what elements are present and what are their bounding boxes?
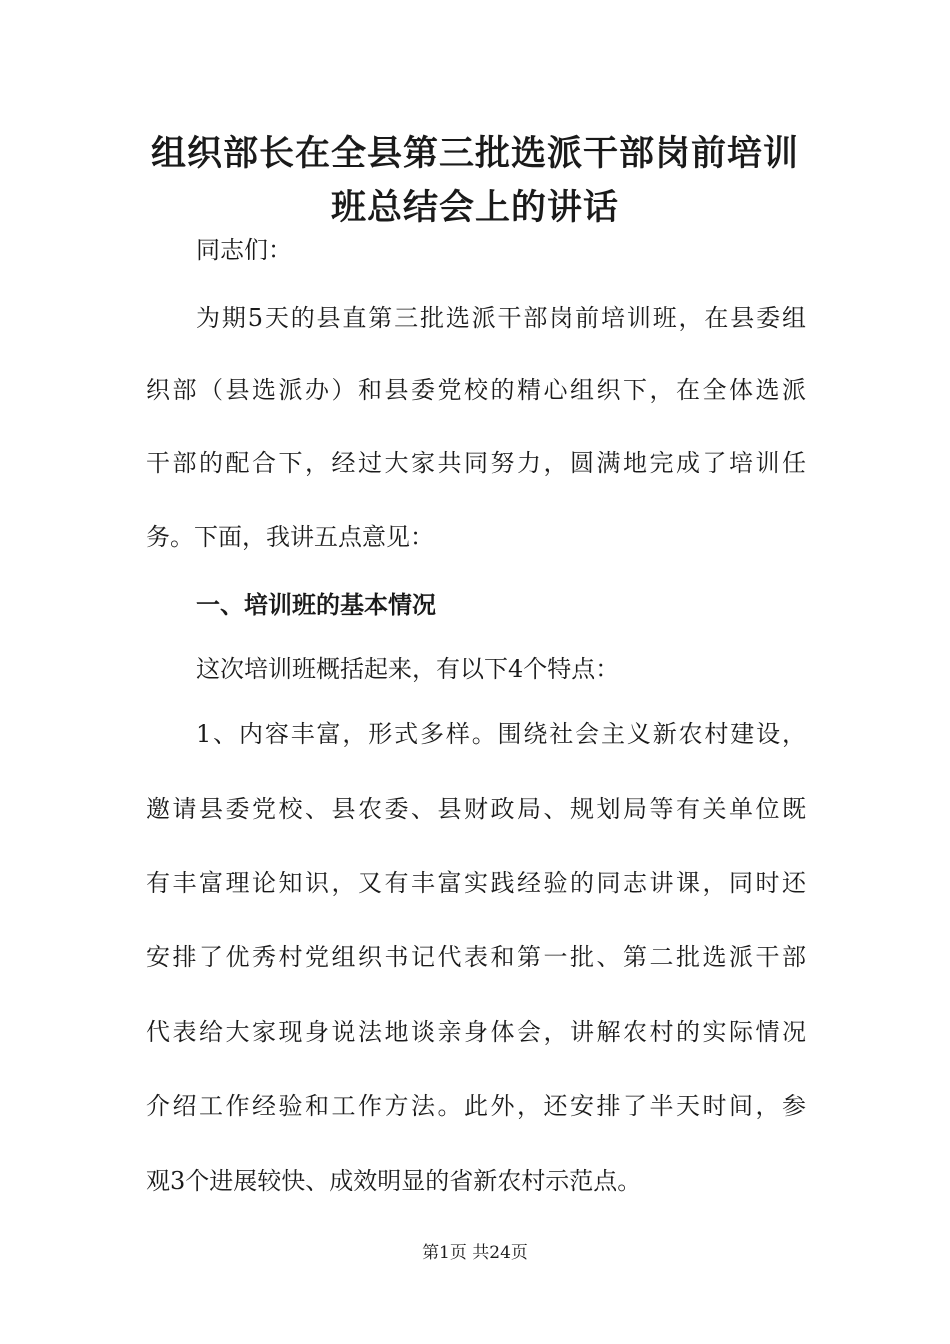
paragraph-1-line-2: 织部（县选派办）和县委党校的精心组织下，在全体选派 (146, 376, 806, 404)
page-number-footer: 第1页 共24页 (422, 1243, 528, 1263)
document-title-line-2: 班总结会上的讲话 (330, 187, 619, 228)
greeting: 同志们： (196, 236, 292, 264)
paragraph-3-line-3: 有丰富理论知识，又有丰富实践经验的同志讲课，同时还 (146, 869, 806, 897)
paragraph-3-line-2: 邀请县委党校、县农委、县财政局、规划局等有关单位既 (146, 795, 806, 823)
document-title-line-1: 组织部长在全县第三批选派干部岗前培训 (150, 133, 799, 174)
paragraph-3-line-7: 观3个进展较快、成效明显的省新农村示范点。 (146, 1167, 642, 1195)
paragraph-3-line-5: 代表给大家现身说法地谈亲身体会，讲解农村的实际情况 (146, 1018, 806, 1046)
paragraph-2: 这次培训班概括起来，有以下4个特点： (196, 655, 620, 683)
paragraph-3-line-4: 安排了优秀村党组织书记代表和第一批、第二批选派干部 (146, 943, 806, 971)
paragraph-3-line-6: 介绍工作经验和工作方法。此外，还安排了半天时间，参 (146, 1092, 806, 1120)
paragraph-1-line-4: 务。下面，我讲五点意见： (146, 523, 434, 551)
paragraph-3-line-1: 1、内容丰富，形式多样。围绕社会主义新农村建设， (196, 720, 806, 748)
paragraph-1-line-1: 为期5天的县直第三批选派干部岗前培训班，在县委组 (196, 304, 806, 332)
paragraph-1-line-3: 干部的配合下，经过大家共同努力，圆满地完成了培训任 (146, 449, 806, 477)
section-1-heading: 一、培训班的基本情况 (196, 590, 436, 619)
